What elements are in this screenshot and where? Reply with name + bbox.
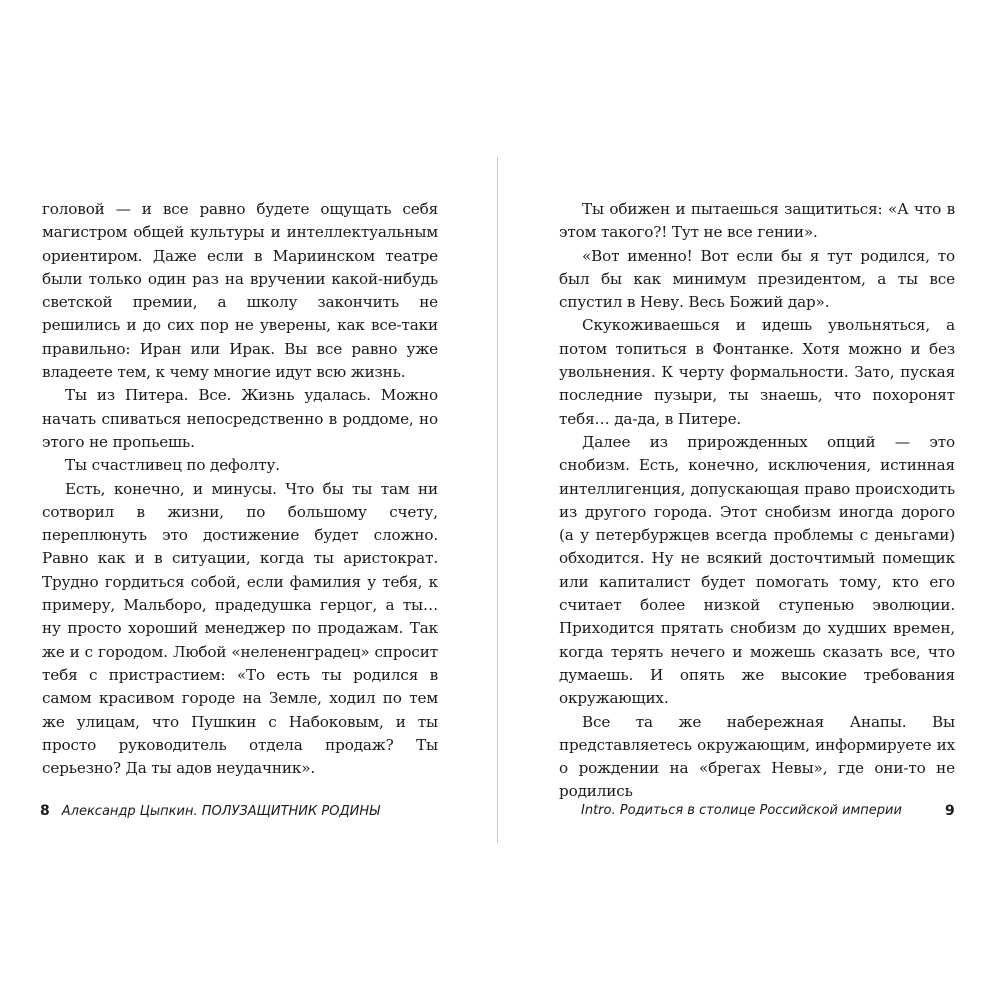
- paragraph: Ты из Питера. Все. Жизнь удалась. Можно начать спиваться непосредственно в роддоме, но этого не пропьешь.: [42, 386, 438, 451]
- running-head-left: Александр Цыпкин. ПОЛУЗАЩИТНИК РОДИНЫ: [61, 804, 380, 819]
- paragraph: головой — и все равно будете ощущать себя магистром общей культуры и интеллектуальным ориентиром. Даже если в Мариинском театре были только один раз на вручении какой-нибудь светской премии, а школу закончить не решились и до сих пор не уверены, как все-таки правильно: Иран или Ирак. Вы все равно уже владеете тем, к чему многие идут всю жизнь.: [42, 200, 438, 382]
- page-spine-divider: [497, 157, 498, 843]
- page-number-right: 9: [945, 803, 955, 819]
- right-page-footer: [581, 803, 955, 819]
- left-page-text: [42, 198, 438, 780]
- paragraph: Далее из прирожденных опций — это снобизм. Есть, конечно, исключения, истинная интеллигенция, допускающая право происходить из другого города. Этот снобизм иногда дорого (а у петербуржцев всегда проблемы с деньгами) обходится. Ну не всякий досточтимый помещик или капиталист будет помогать тому, кто его считает более низкой ступенью эволюции. Приходится прятать снобизм до худших времен, когда терять нечего и можешь сказать все, что думаешь. И опять же высокие требования окружающих.: [559, 432, 955, 708]
- paragraph: «Вот именно! Вот если бы я тут родился, то был бы как минимум президентом, а ты все спустил в Неву. Весь Божий дар».: [559, 246, 955, 312]
- running-head-right: Intro. Родиться в столице Российской империи: [581, 803, 902, 818]
- left-page-footer: [40, 803, 380, 819]
- paragraph: Скукоживаешься и идешь увольняться, а потом топиться в Фонтанке. Хотя можно и без увольнения. К черту формальности. Зато, пуская последние пузыри, ты знаешь, что похоронят тебя… да-да, в Питере.: [559, 316, 955, 428]
- page-number-left: 8: [40, 803, 50, 819]
- paragraph: Все та же набережная Анапы. Вы представляетесь окружающим, информируете их о рождении на «брегах Невы», где они-то не родились: [559, 712, 955, 801]
- paragraph: Есть, конечно, и минусы. Что бы ты там ни сотворил в жизни, по большому счету, переплюнуть это достижение будет сложно. Равно как и в ситуации, когда ты аристократ. Трудно гордиться собой, если фамилия у тебя, к примеру, Мальборо, прадедушка герцог, а ты… ну просто хороший менеджер по продажам. Так же и с городом. Любой «нелененградец» спросит тебя с пристрастием: «То есть ты родился в самом красивом городе на Земле, ходил по тем же улицам, что Пушкин с Набоковым, и ты просто руководитель отдела продаж? Ты серьезно? Да ты адов неудачник».: [42, 479, 438, 778]
- paragraph: Ты счастливец по дефолту.: [65, 456, 280, 475]
- right-page-text: [559, 198, 955, 804]
- paragraph: Ты обижен и пытаешься защититься: «А что в этом такого?! Тут не все гении».: [559, 200, 955, 242]
